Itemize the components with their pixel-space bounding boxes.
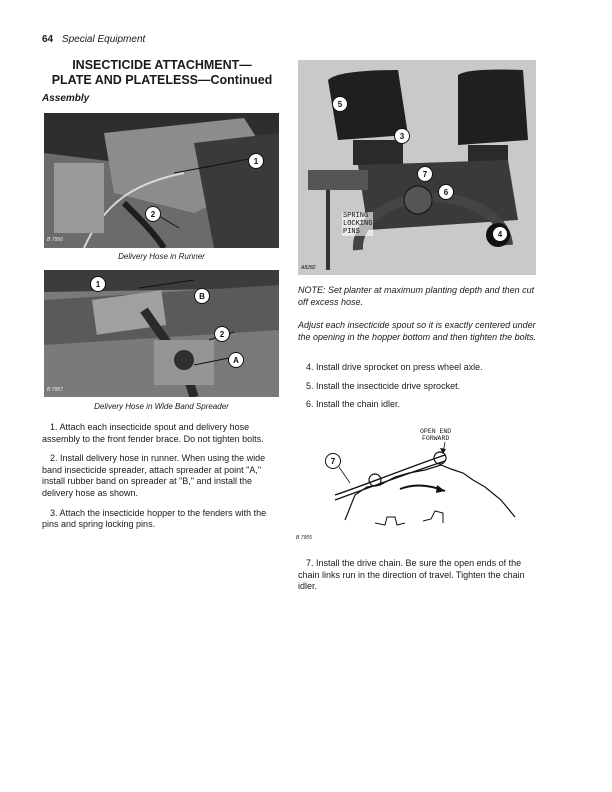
page-header [42,34,145,45]
step-6: 6. Install the chain idler. [306,399,401,410]
step-7: 7. Install the drive chain. Be sure the open ends of the chain links run in the direction of travel. Tighten the chain idler. [298,558,525,592]
forward-label: FORWARD [421,435,450,442]
page-number: 64 [42,34,54,45]
chain-diagram [305,425,525,545]
note-text: NOTE: Set planter at maximum planting depth and then cut off excess hose. [298,285,535,307]
section-title: Special Equipment [61,34,146,45]
hopper-photo [298,60,536,275]
title-line-2: PLATE AND PLATELESS—Continued [51,73,273,87]
page-title [42,58,282,88]
chain-diagram-art [305,425,525,545]
hopper-callout-6: 6 [438,184,454,200]
wide-band-callout-a: A [228,352,244,368]
hopper-callout-7: 7 [417,166,433,182]
open-end-forward-label [420,428,451,442]
runner-photo [44,113,279,248]
runner-caption: Delivery Hose in Runner [118,252,205,261]
hopper-callout-5: 5 [332,96,348,112]
wide-band-caption: Delivery Hose in Wide Band Spreader [94,402,229,411]
right-steps [298,362,538,411]
runner-figure-label: B 7956 [47,237,63,243]
step-5: 5. Install the insecticide drive sprocket. [306,380,461,391]
chain-callout-7: 7 [325,453,341,469]
step-3: 3. Attach the insecticide hopper to the fenders with the pins and spring locking pins. [42,507,267,530]
open-end-label: OPEN END [420,428,452,435]
wide-band-callout-1: 1 [90,276,106,292]
chain-figure-label: B 7955 [296,535,312,541]
runner-callout-2: 2 [145,206,161,222]
hopper-callout-3: 3 [394,128,410,144]
wide-band-photo-art [44,270,279,397]
wide-band-photo [44,270,279,397]
wide-band-callout-2: 2 [214,326,230,342]
adjust-text: Adjust each insecticide spout so it is exactly centered under the opening in the hopper bottom and then tighten the bolts. [298,320,537,342]
hopper-photo-art [298,60,536,275]
spring-locking-pins-label: SPRING LOCKING PINS [343,212,373,236]
hopper-figure-label: A8282 [301,265,316,271]
wide-band-figure-label: B 7957 [47,387,63,393]
wide-band-callout-b: B [194,288,210,304]
assembly-subheading: Assembly [42,93,90,104]
step-1: 1. Attach each insecticide spout and delivery hose assembly to the front fender brace. Do not tighten bolts. [42,422,264,444]
left-steps [42,422,282,531]
runner-callout-1: 1 [248,153,264,169]
runner-photo-art [44,113,279,248]
title-line-1: INSECTICIDE ATTACHMENT— [72,58,252,72]
step-4: 4. Install drive sprocket on press wheel axle. [306,362,483,372]
hopper-callout-4: 4 [492,226,508,242]
step-2: 2. Install delivery hose in runner. When using the wide band insecticide spreader, attach spreader at point "A," install rubber band on spreader at "B," and install the delivery hose as shown. [42,453,266,498]
